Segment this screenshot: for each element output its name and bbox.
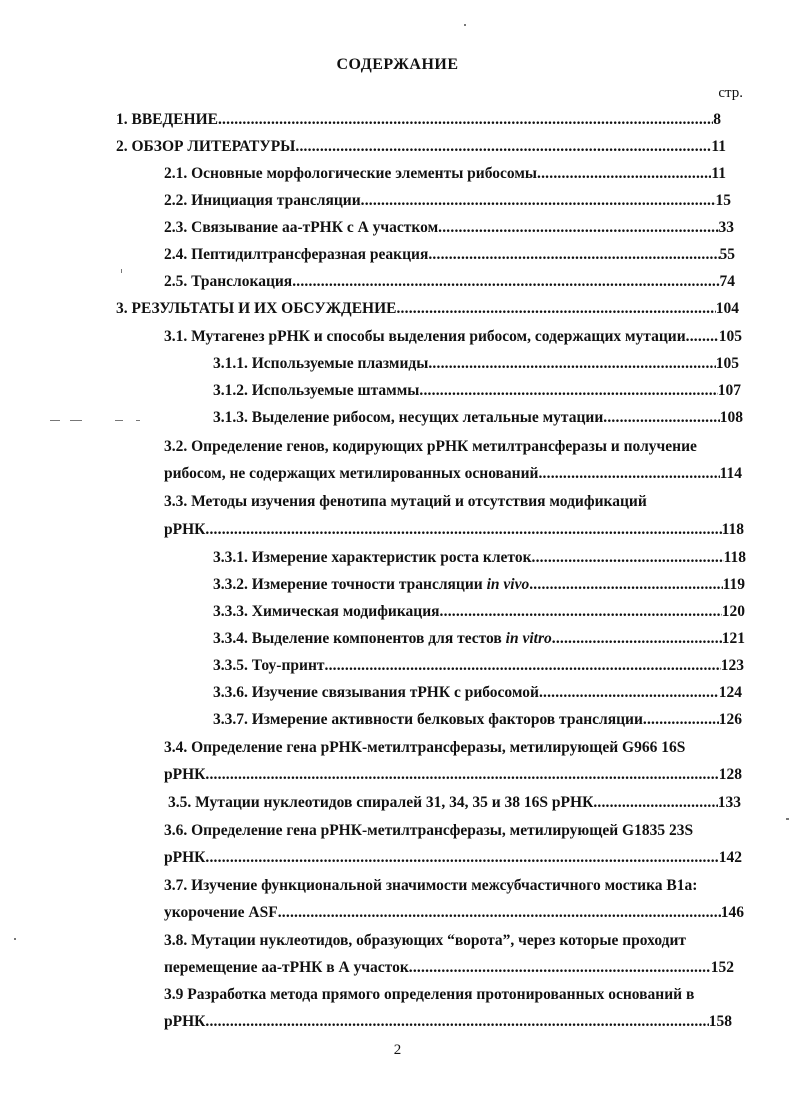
toc-entry-label: 3.3.3. Химическая модификация [213,603,440,620]
toc-entry-label: рРНК [164,766,206,783]
toc-entry-label: рибосом, не содержащих метилированных оснований [164,465,539,482]
toc-entry-page: 11 [711,165,726,182]
dot-leader [205,848,718,868]
toc-entry-3-2 [164,464,742,484]
toc-entry-1 [116,110,721,130]
toc-entry-page: 105 [715,355,739,372]
toc-entry-label: 3.1.2. Используемые штаммы [213,382,420,399]
toc-entry-3-5 [168,793,741,813]
toc-entry-label: 3.1.1. Используемые плазмиды [213,355,429,372]
toc-entry-label-text: 3.3.4. Выделение компонентов для тестов [213,630,506,647]
toc-entry-label-text: 3.3.2. Измерение точности трансляции [213,576,487,593]
toc-entry-page: 124 [718,684,742,701]
toc-entry-label: 3. РЕЗУЛЬТАТЫ И ИХ ОБСУЖДЕНИЕ [116,300,397,317]
dot-leader [205,765,718,785]
dot-leader [532,548,724,568]
toc-entry-3-7 [164,903,744,923]
dot-leader [419,381,717,401]
toc-entry-label-italic: in vivo [486,576,530,593]
dot-leader [593,793,717,813]
toc-entry-3-1-1 [213,354,739,374]
toc-entry-3-3-2 [213,575,745,595]
toc-entry-page: 11 [711,138,726,155]
dot-leader [438,218,718,238]
toc-entry-label: рРНК [164,849,206,866]
toc-entry-3-6-line1: 3.6. Определение гена рРНК-метилтрансферазы, метилирующей G1835 23S [164,822,694,839]
toc-entry-3-8 [164,958,734,978]
dot-leader [205,1012,708,1032]
toc-entry-label: 2. ОБЗОР ЛИТЕРАТУРЫ [116,138,296,155]
toc-entry-3-3 [164,520,744,540]
toc-entry-2-2 [164,191,731,211]
toc-entry-3-2-line1: 3.2. Определение генов, кодирующих рРНК метилтрансферазы и получение [164,438,697,455]
toc-entry-3-7-line1: 3.7. Изучение функциональной значимости межсубчастичного мостика B1a: [164,877,698,894]
toc-entry-3-4-line1: 3.4. Определение гена рРНК-метилтрансферазы, метилирующей G966 16S [164,739,686,756]
toc-entry-label-italic: in vitro [505,630,552,647]
toc-entry-3-3-1 [213,548,746,568]
toc-entry-3-3-7 [213,710,742,730]
page-column-label: стр. [718,85,743,101]
toc-entry-3-3-6 [213,683,742,703]
dot-leader [396,299,715,319]
toc-entry-label: 3.1. Мутагенез рРНК и способы выделения рибосом, содержащих мутации [164,328,686,345]
toc-entry-3-3-4 [213,629,745,649]
dot-leader [603,408,719,428]
dot-leader [538,464,719,484]
toc-entry-label: 2.2. Инициация трансляции [164,192,361,209]
toc-entry-3-8-line1: 3.8. Мутации нуклеотидов, образующих “ворота”, через которые проходит [164,932,687,949]
toc-entry-2-5 [164,272,735,292]
toc-entry-label: рРНК [164,521,206,538]
toc-entry-3-6 [164,848,742,868]
toc-entry-3-3-line1: 3.3. Методы изучения фенотипа мутаций и отсутствия модификаций [164,493,647,510]
toc-entry-label [213,629,552,649]
toc-entry-3-1 [164,327,742,347]
dot-leader [292,272,719,292]
dot-leader [428,245,719,265]
toc-entry-2-1 [164,164,726,184]
toc-entry-3-3-5 [213,656,744,676]
scan-speck [14,938,16,940]
dot-leader [537,164,711,184]
toc-entry-page: 133 [717,794,741,811]
toc-entry-3-4 [164,765,742,785]
page-number: 2 [393,1042,402,1058]
toc-entry-page: 118 [721,521,744,538]
dot-leader [361,191,716,211]
dot-leader [278,903,721,923]
toc-entry-2-4 [164,245,735,265]
toc-entry-page: 121 [721,630,745,647]
toc-entry-page: 119 [722,576,745,593]
scan-speck [50,420,60,421]
toc-entry-label: 2.3. Связывание аа-тРНК с А участком [164,219,439,236]
toc-entry-page: 104 [715,300,739,317]
toc-entry-3-1-2 [213,381,741,401]
scan-speck [121,269,122,273]
toc-entry-page: 123 [720,657,744,674]
toc-entry-3-9 [164,1012,732,1032]
toc-entry-page: 126 [718,711,742,728]
scan-speck [136,420,140,421]
toc-entry-label: 2.5. Транслокация [164,273,293,290]
toc-entry-page: 107 [717,382,741,399]
toc-entry-label: 3.3.1. Измерение характеристик роста клеток [213,549,532,566]
scan-speck [786,818,789,820]
toc-entry-page: 158 [708,1013,732,1030]
toc-entry-page: 146 [720,904,744,921]
toc-entry-page: 15 [715,192,731,209]
toc-entry-label [213,575,529,595]
toc-entry-label: рРНК [164,1013,206,1030]
toc-entry-2-3 [164,218,734,238]
toc-entry-3-1-3 [213,408,743,428]
toc-entry-page: 105 [718,328,742,345]
dot-leader [218,110,713,130]
dot-leader [643,710,719,730]
toc-entry-label: 3.3.5. Тоу-принт [213,657,325,674]
scan-speck [464,24,466,26]
toc-entry-label: перемещение аа-тРНК в А участок [164,959,409,976]
scan-speck [70,420,82,421]
dot-leader [440,602,722,622]
toc-entry-2 [116,137,726,157]
toc-entry-label: 3.3.7. Измерение активности белковых факторов трансляции [213,711,643,728]
toc-entry-page: 142 [718,849,742,866]
document-title: СОДЕРЖАНИЕ [336,56,459,73]
dot-leader [205,520,721,540]
toc-entry-3-9-line1: 3.9 Разработка метода прямого определения протонированных оснований в [164,986,695,1003]
toc-entry-3-3-3 [213,602,745,622]
toc-entry-label: 2.4. Пептидилтрансферазная реакция [164,246,429,263]
dot-leader [686,327,719,347]
toc-entry-label: 3.1.3. Выделение рибосом, несущих летальные мутации [213,409,604,426]
toc-entry-3 [116,299,739,319]
toc-entry-label: 1. ВВЕДЕНИЕ [116,111,218,128]
toc-entry-page: 74 [719,273,735,290]
toc-entry-page: 118 [723,549,746,566]
toc-entry-page: 55 [719,246,735,263]
dot-leader [325,656,721,676]
dot-leader [539,683,719,703]
toc-entry-page: 128 [718,766,742,783]
scan-speck [115,420,123,421]
toc-entry-page: 8 [713,111,721,128]
toc-entry-label: 2.1. Основные морфологические элементы рибосомы [164,165,538,182]
toc-entry-page: 108 [719,409,743,426]
dot-leader [409,958,711,978]
toc-entry-label: укорочение ASF [164,904,278,921]
dot-leader [295,137,711,157]
toc-entry-label: 3.5. Мутации нуклеотидов спиралей 31, 34, 35 и 38 16S рРНК [168,794,594,811]
toc-entry-page: 114 [719,465,742,482]
dot-leader [552,629,722,649]
toc-entry-page: 120 [721,603,745,620]
toc-entry-page: 33 [718,219,734,236]
dot-leader [428,354,715,374]
toc-entry-label: 3.3.6. Изучение связывания тРНК с рибосомой [213,684,539,701]
toc-entry-page: 152 [710,959,734,976]
dot-leader [529,575,722,595]
